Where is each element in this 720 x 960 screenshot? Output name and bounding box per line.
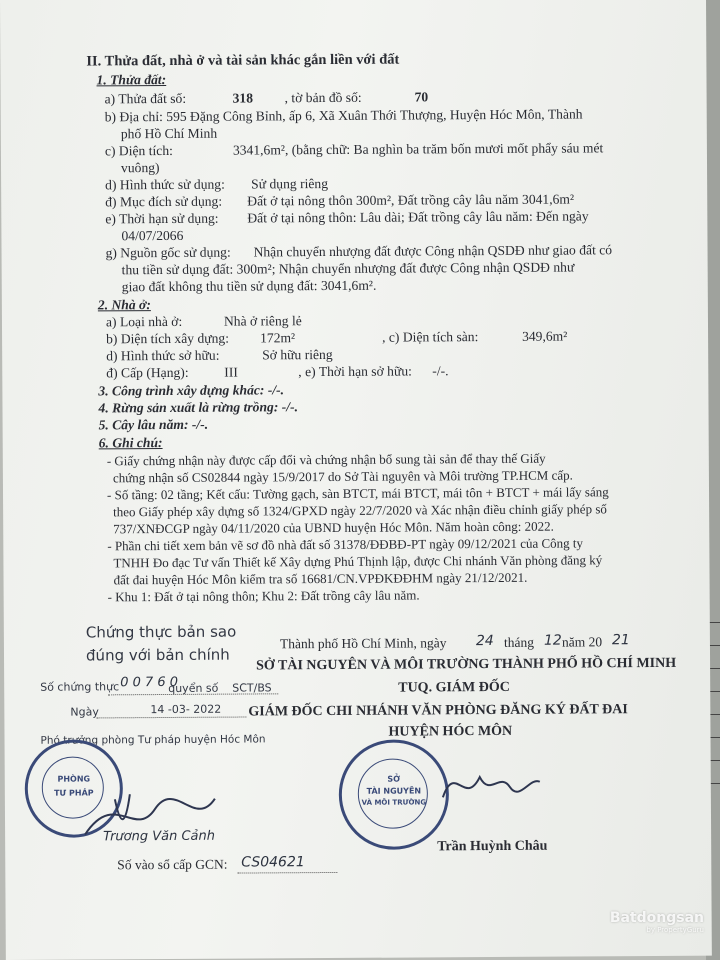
date-value: 14 -03- 2022 xyxy=(150,702,222,717)
issuer-signature xyxy=(435,757,545,818)
seal-text: VÀ MÔI TRƯỜNG xyxy=(361,798,427,807)
date-label: Ngày xyxy=(70,705,99,719)
purpose-label: đ) Mục đích sử dụng: xyxy=(105,193,223,210)
date-dotline xyxy=(96,717,246,719)
issue-day: 24 xyxy=(475,632,494,650)
note-line: - Số tầng: 02 tầng; Kết cấu: Tường gạch, sàn BTCT, mái BTCT, mái tôn + BTCT + mái lấy sáng xyxy=(106,484,609,503)
note-line: - Khu 1: Đất ở tại nông thôn; Khu 2: Đất trồng cây lâu năm. xyxy=(107,587,420,605)
forest-item: 4. Rừng sản xuất là rừng trồng: -/-. xyxy=(98,399,299,416)
floor-area-value: 349,6m² xyxy=(522,328,568,344)
section-title: II. Thửa đất, nhà ở và tài sản khác gắn liền với đất xyxy=(86,51,400,70)
perennial-item: 5. Cây lâu năm: -/-. xyxy=(98,416,209,433)
note-line: - Giấy chứng nhận này được cấp đổi và chứng nhận bổ sung tài sản để thay thế Giấy xyxy=(106,450,546,469)
watermark xyxy=(610,910,704,934)
note-line: 737/XNĐCGP ngày 04/11/2020 của UBND huyện Hóc Môn. Năm hoàn công: 2022. xyxy=(113,518,554,537)
seal-text: SỞ xyxy=(387,774,401,784)
grade-label: đ) Cấp (Hạng): xyxy=(106,364,189,381)
term-value-2: 04/07/2066 xyxy=(121,227,184,244)
issue-year: 21 xyxy=(611,632,630,649)
gcn-dotline xyxy=(237,872,337,874)
owner-form-label: d) Hình thức sở hữu: xyxy=(106,347,220,364)
note-line: chứng nhận số CS02844 ngày 15/9/2017 do Sở Tài nguyên và Môi trường TP.HCM cấp. xyxy=(112,467,573,486)
address-line-1: b) Địa chỉ: 595 Đặng Công Bỉnh, ấp 6, Xã Xuân Thới Thượng, Huyện Hóc Môn, Thành xyxy=(104,106,583,125)
watermark-tag: by PropertyGuru xyxy=(646,926,704,934)
use-form-value: Sử dụng riêng xyxy=(251,176,329,192)
house-type-label: a) Loại nhà ở: xyxy=(105,313,183,330)
origin-label: g) Nguồn gốc sử dụng: xyxy=(105,244,231,261)
use-form-label: d) Hình thức sử dụng: xyxy=(105,176,225,193)
department-seal xyxy=(339,739,450,850)
term-value: Đất ở tại nông thôn: Lâu dài; Đất trồng cây lâu năm: Đến ngày xyxy=(247,208,589,226)
seal-text: TÀI NGUYÊN xyxy=(366,786,422,796)
notes-heading: 6. Ghi chú: xyxy=(98,435,163,451)
cert-number-label: Số chứng thực xyxy=(40,680,120,694)
issuer-tuq: TUQ. GIÁM ĐỐC xyxy=(398,679,510,696)
origin-value: Nhận chuyển nhượng đất được Công nhận QSDĐ như giao đất có xyxy=(253,242,613,260)
gcn-value: CS04621 xyxy=(241,854,305,871)
cert-number-value: 0 0 7 6 0 xyxy=(120,674,179,691)
map-number: 70 xyxy=(414,89,429,105)
parcel-number: 318 xyxy=(232,90,254,106)
purpose-value: Đất ở tại nông thôn 300m², Đất trồng cây lâu năm 3041,6m² xyxy=(247,191,575,209)
origin-value-2: thu tiền sử dụng đất: 300m²; Nhận chuyển nhượng đất được Công nhận QSDĐ như xyxy=(121,259,575,278)
built-area-label: b) Diện tích xây dựng: xyxy=(106,330,230,347)
map-label: , tờ bản đồ số: xyxy=(284,89,362,106)
gcn-label: Số vào sổ cấp GCN: xyxy=(117,856,228,873)
grade-value: III xyxy=(224,364,238,380)
own-term-value: -/-. xyxy=(432,363,449,379)
note-line: theo Giấy phép xây dựng số 1324/GPXD ngày 22/7/2020 và Xác nhận điều chỉnh giấy phép số xyxy=(113,501,607,520)
built-area-value: 172m² xyxy=(260,330,296,346)
issuer-role: GIÁM ĐỐC CHI NHÁNH VĂN PHÒNG ĐĂNG KÝ ĐẤT ĐAI xyxy=(248,702,628,720)
copy-signer-name: Trương Văn Cảnh xyxy=(103,828,216,845)
land-heading: 1. Thửa đất: xyxy=(96,71,167,88)
note-line: TNHH Đo đạc Tư vấn Thiết kế Xây dựng Phú Thịnh lập, được Chi nhánh Văn phòng đăng ký xyxy=(113,552,603,571)
watermark-brand: Batdongsan xyxy=(609,910,704,926)
house-heading: 2. Nhà ở: xyxy=(97,297,151,313)
year-label: năm 20 xyxy=(561,634,603,650)
place-date: Thành phố Hồ Chí Minh, ngày xyxy=(279,635,447,652)
note-line: đất đai huyện Hóc Môn kiểm tra số 16681/CN.VPĐKĐĐHM ngày 21/12/2021. xyxy=(113,569,528,588)
floor-area-label: , c) Diện tích sàn: xyxy=(382,329,479,345)
parcel-label: a) Thửa đất số: xyxy=(104,90,187,107)
owner-form-value: Sở hữu riêng xyxy=(262,346,333,363)
area-value: 3341,6m², (bằng chữ: Ba nghìn ba trăm bốn mươi mốt phẩy sáu mét xyxy=(232,140,604,158)
own-term-label: , e) Thời hạn sở hữu: xyxy=(298,363,412,380)
other-works-item: 3. Công trình xây dựng khác: -/-. xyxy=(98,382,285,399)
note-line: - Phần chi tiết xem bản vẽ sơ đồ nhà đất số 31378/ĐĐBĐ-PT ngày 09/12/2021 của Công ty xyxy=(107,535,584,554)
seal-text: TƯ PHÁP xyxy=(54,788,94,798)
origin-value-3: giao đất không thu tiền sử dụng đất: 3041,6m². xyxy=(121,277,377,295)
term-label: e) Thời hạn sử dụng: xyxy=(105,210,219,227)
issuer-org: SỞ TÀI NGUYÊN VÀ MÔI TRƯỜNG THÀNH PHỐ HỒ CHÍ MINH xyxy=(256,655,677,674)
issuer-district: HUYỆN HÓC MÔN xyxy=(388,723,513,740)
issuer-signer-name: Trần Huỳnh Châu xyxy=(437,838,548,855)
address-line-2: phố Hồ Chí Minh xyxy=(120,125,218,142)
issue-month: 12 xyxy=(543,632,562,649)
book-value: SCT/BS xyxy=(232,681,272,695)
seal-text: PHÒNG xyxy=(57,774,91,784)
area-label: c) Diện tích: xyxy=(104,142,173,159)
justice-office: Phó trưởng phòng Tư pháp huyện Hóc Môn xyxy=(40,733,266,747)
month-label: tháng xyxy=(503,634,534,650)
book-label: quyển số xyxy=(168,681,219,695)
house-type-value: Nhà ở riêng lẻ xyxy=(223,313,302,329)
copy-cert-line-2: đúng với bản chính xyxy=(85,645,230,665)
copy-cert-line-1: Chứng thực bản sao xyxy=(85,622,237,642)
area-value-2: vuông) xyxy=(120,160,160,176)
